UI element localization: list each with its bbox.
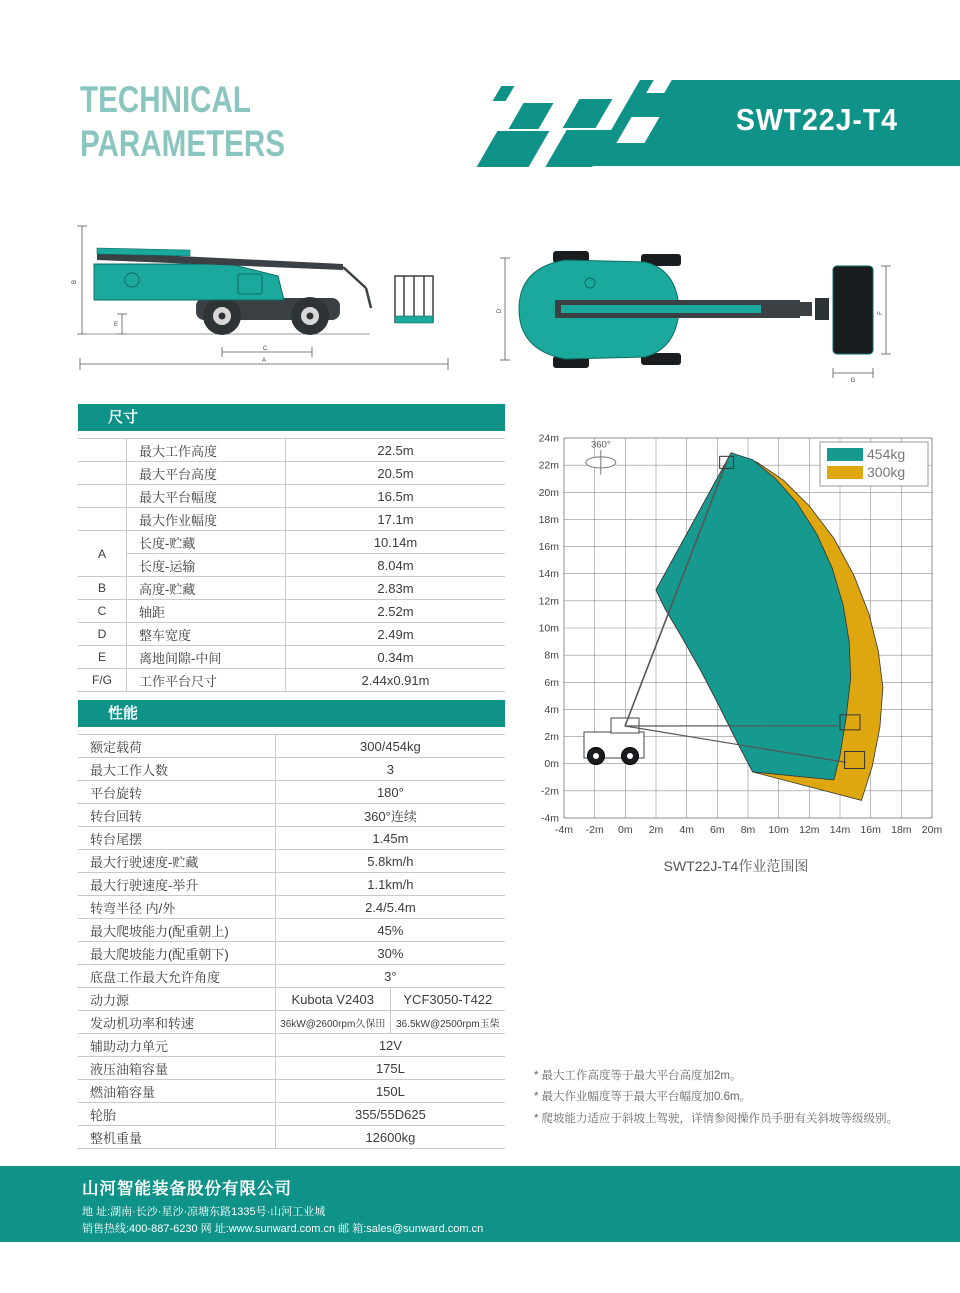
chart-machine-wheel	[627, 753, 633, 759]
dim-label: 长度-贮藏	[127, 531, 286, 554]
footnotes	[534, 1066, 934, 1130]
checker-decoration	[508, 103, 553, 129]
x-tick-label: 6m	[710, 824, 725, 836]
perf-value: 300/454kg	[275, 735, 505, 758]
company-contact: 销售热线:400-887-6230 网 址:www.sunward.com.cn 邮 箱:sales@sunward.com.cn	[82, 1223, 484, 1235]
perf-label: 液压油箱容量	[78, 1057, 275, 1080]
perf-value: 3°	[275, 965, 505, 988]
page-title-line1: TECHNICAL	[80, 79, 252, 120]
y-tick-label: 8m	[544, 649, 559, 662]
legend-label: 454kg	[867, 446, 906, 462]
dim-key: B	[78, 577, 127, 600]
checker-decoration	[477, 131, 550, 167]
envelope-454kg	[656, 453, 851, 780]
dim-value: 2.52m	[286, 600, 506, 623]
model-name: SWT22J-T4	[735, 102, 898, 137]
dim-label: 长度-运输	[127, 554, 286, 577]
dim-label: 高度-贮藏	[127, 577, 286, 600]
y-tick-label: 18m	[538, 513, 559, 526]
x-tick-label: 10m	[768, 824, 789, 836]
perf-value: 12V	[275, 1034, 505, 1057]
perf-value: 355/55D625	[275, 1103, 505, 1126]
table-row	[78, 1011, 505, 1034]
dim-label-c: C	[262, 346, 268, 352]
y-tick-label: 14m	[538, 568, 559, 581]
x-tick-label: -2m	[585, 824, 604, 836]
dim-value: 8.04m	[286, 554, 506, 577]
perf-value: YCF3050-T422	[390, 988, 505, 1011]
x-tick-label: 0m	[618, 824, 633, 836]
dim-label-f: F	[878, 311, 884, 315]
table-row	[78, 439, 505, 462]
perf-label: 转台尾摆	[78, 827, 275, 850]
table-row	[78, 942, 505, 965]
checker-decoration	[493, 86, 515, 101]
machine-top-view-drawing	[495, 238, 895, 383]
perf-label: 平台旋转	[78, 781, 275, 804]
dim-value: 2.49m	[286, 623, 506, 646]
dim-label: 最大工作高度	[127, 439, 286, 462]
checker-decoration	[563, 99, 613, 128]
perf-value: 180°	[275, 781, 505, 804]
table-row	[78, 508, 505, 531]
perf-value: 175L	[275, 1057, 505, 1080]
x-tick-label: 12m	[799, 824, 820, 836]
section-bar-performance	[78, 700, 505, 727]
y-tick-label: 16m	[538, 541, 559, 554]
table-row	[78, 462, 505, 485]
table-row	[78, 1034, 505, 1057]
dim-value: 20.5m	[286, 462, 506, 485]
x-tick-label: 18m	[891, 824, 912, 836]
x-tick-label: 14m	[829, 824, 851, 836]
x-tick-label: 20m	[921, 824, 943, 836]
y-tick-label: 10m	[538, 622, 559, 635]
company-name: 山河智能装备股份有限公司	[82, 1180, 292, 1198]
perf-value: 36kW@2600rpm久保田	[275, 1011, 390, 1034]
table-row	[78, 600, 505, 623]
x-tick-label: 2m	[648, 824, 664, 836]
dim-value: 0.34m	[286, 646, 506, 669]
table-row	[78, 485, 505, 508]
table-row	[78, 827, 505, 850]
company-address: 地 址:湖南·长沙·星沙·凉塘东路1335号·山河工业城	[82, 1206, 326, 1218]
perf-label: 发动机功率和转速	[78, 1011, 275, 1034]
perf-label: 最大行驶速度-举升	[78, 873, 275, 896]
dim-key: E	[78, 646, 127, 669]
table-row	[78, 988, 505, 1011]
table-row	[78, 735, 505, 758]
perf-label: 最大爬坡能力(配重朝上)	[78, 919, 275, 942]
perf-value: 1.1km/h	[275, 873, 505, 896]
legend-swatch	[827, 466, 863, 479]
dim-label: 最大作业幅度	[127, 508, 286, 531]
y-tick-label: -4m	[540, 812, 559, 825]
table-row	[78, 1103, 505, 1126]
table-row	[78, 623, 505, 646]
perf-value: 30%	[275, 942, 505, 965]
footer	[0, 1166, 960, 1242]
table-row	[78, 554, 505, 577]
y-tick-label: 22m	[538, 459, 559, 472]
dim-label: 工作平台尺寸	[127, 669, 286, 692]
table-row	[78, 669, 505, 692]
legend-label: 300kg	[867, 464, 906, 480]
rotation-label: 360°	[590, 439, 611, 451]
footnote: * 爬坡能力适应于斜坡上驾驶，详情参阅操作员手册有关斜坡等级级别。	[534, 1112, 898, 1125]
perf-value: 3	[275, 758, 505, 781]
y-tick-label: 6m	[544, 676, 559, 689]
perf-value: 5.8km/h	[275, 850, 505, 873]
table-row	[78, 577, 505, 600]
dim-key	[78, 485, 127, 508]
page-title	[80, 78, 285, 166]
section-title-performance: 性能	[108, 705, 139, 722]
legend-swatch	[827, 448, 863, 461]
perf-label: 最大行驶速度-贮藏	[78, 850, 275, 873]
y-tick-label: 20m	[538, 486, 559, 499]
dim-key	[78, 508, 127, 531]
x-tick-label: 8m	[740, 824, 756, 836]
dim-key: C	[78, 600, 127, 623]
perf-label: 转台回转	[78, 804, 275, 827]
footnote: * 最大工作高度等于最大平台高度加2m。	[534, 1070, 742, 1082]
dim-value: 2.44x0.91m	[286, 669, 506, 692]
dim-value: 2.83m	[286, 577, 506, 600]
dim-key: D	[78, 623, 127, 646]
working-range-chart-svg	[528, 424, 944, 876]
dim-label: 最大平台幅度	[127, 485, 286, 508]
table-row	[78, 1057, 505, 1080]
chart-caption: SWT22J-T4作业范围图	[663, 858, 809, 874]
perf-label: 底盘工作最大允许角度	[78, 965, 275, 988]
perf-label: 最大工作人数	[78, 758, 275, 781]
x-tick-label: 4m	[679, 824, 694, 836]
working-range-chart	[528, 424, 944, 876]
dimensions-table	[78, 438, 505, 692]
dim-key: F/G	[78, 669, 127, 692]
y-tick-label: 2m	[544, 731, 559, 744]
perf-value: 2.4/5.4m	[275, 896, 505, 919]
table-row	[78, 646, 505, 669]
dim-label: 整车宽度	[127, 623, 286, 646]
y-tick-label: 0m	[544, 758, 559, 771]
table-row	[78, 758, 505, 781]
page-title-line2: PARAMETERS	[80, 123, 286, 164]
table-row	[78, 919, 505, 942]
dim-label-g: G	[850, 378, 856, 383]
table-row	[78, 531, 505, 554]
table-row	[78, 1126, 505, 1149]
y-tick-label: 4m	[544, 703, 559, 716]
perf-label: 轮胎	[78, 1103, 275, 1126]
section-bar-dimensions	[78, 404, 505, 431]
chart-machine-wheel	[593, 753, 599, 759]
table-row	[78, 850, 505, 873]
perf-label: 额定载荷	[78, 735, 275, 758]
perf-value: 12600kg	[275, 1126, 505, 1149]
perf-value: 36.5kW@2500rpm玉柴	[390, 1011, 505, 1034]
perf-label: 动力源	[78, 988, 275, 1011]
dim-label: 最大平台高度	[127, 462, 286, 485]
dim-value: 22.5m	[286, 439, 506, 462]
perf-label: 转弯半径 内/外	[78, 896, 275, 919]
dim-label-b: B	[72, 279, 78, 285]
perf-label: 辅助动力单元	[78, 1034, 275, 1057]
perf-label: 燃油箱容量	[78, 1080, 275, 1103]
dim-label-e: E	[114, 322, 119, 328]
dim-label: 离地间隙-中间	[127, 646, 286, 669]
table-row	[78, 804, 505, 827]
perf-value: 45%	[275, 919, 505, 942]
y-tick-label: -2m	[540, 785, 559, 798]
perf-value: 360°连续	[275, 804, 505, 827]
dim-key	[78, 439, 127, 462]
table-row	[78, 781, 505, 804]
perf-value: Kubota V2403	[275, 988, 390, 1011]
perf-label: 整机重量	[78, 1126, 275, 1149]
dim-value: 10.14m	[286, 531, 506, 554]
table-row	[78, 873, 505, 896]
dim-label: 轴距	[127, 600, 286, 623]
x-tick-label: -4m	[554, 824, 574, 836]
dim-key: A	[78, 531, 127, 577]
x-tick-label: 16m	[860, 824, 881, 836]
machine-side-view-drawing	[70, 212, 452, 382]
perf-value: 150L	[275, 1080, 505, 1103]
dim-label-a: A	[261, 358, 267, 364]
footnote: * 最大作业幅度等于最大平台幅度加0.6m。	[534, 1091, 752, 1104]
section-title-dimensions: 尺寸	[108, 409, 139, 426]
table-row	[78, 1080, 505, 1103]
y-tick-label: 24m	[538, 432, 559, 445]
perf-value: 1.45m	[275, 827, 505, 850]
dim-label-d: D	[497, 308, 503, 314]
dim-value: 16.5m	[286, 485, 506, 508]
dim-value: 17.1m	[286, 508, 506, 531]
table-row	[78, 965, 505, 988]
dim-key	[78, 462, 127, 485]
y-tick-label: 12m	[538, 595, 559, 608]
table-row	[78, 896, 505, 919]
performance-table	[78, 734, 505, 1149]
perf-label: 最大爬坡能力(配重朝下)	[78, 942, 275, 965]
